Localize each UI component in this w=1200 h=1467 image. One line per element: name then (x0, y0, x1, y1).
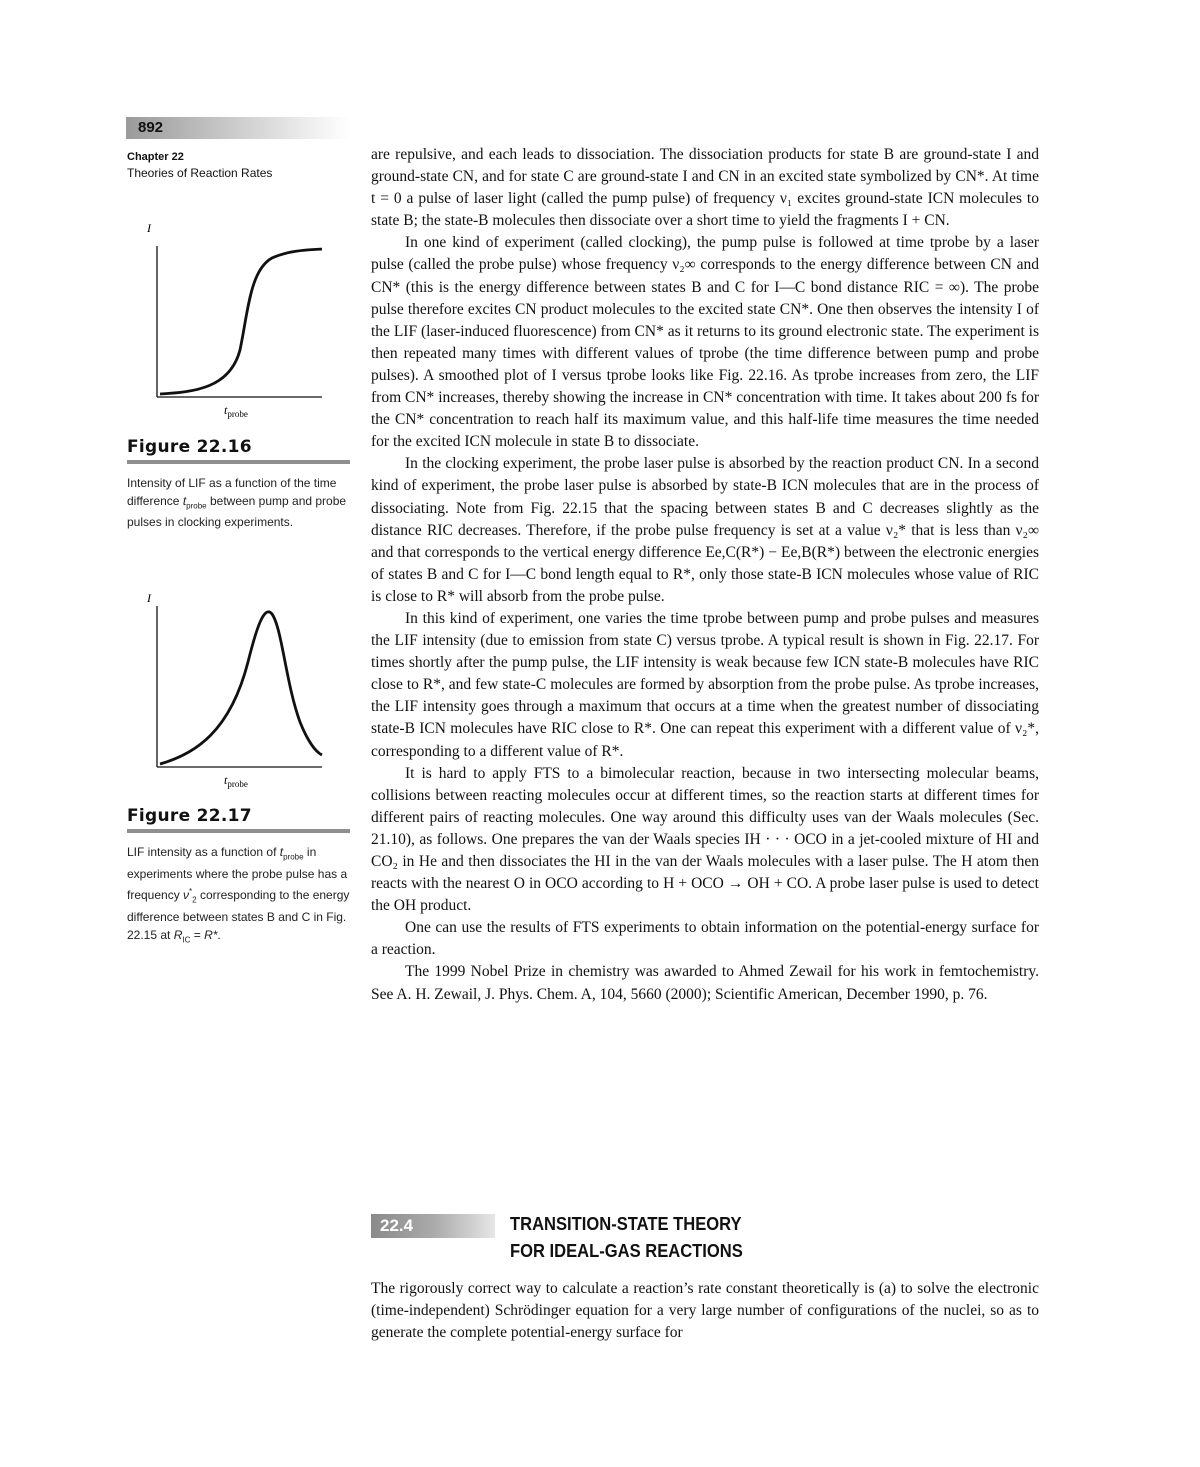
paragraph: The rigorously correct way to calculate a reaction’s rate constant theoretically is (a) to solve the electronic (time-independent) Schrödinger equation for a very large number of configurations of the nuclei, so as to generate the complete potential-energy surface for (371, 1280, 1039, 1342)
chapter-title: Theories of Reaction Rates (127, 166, 273, 180)
chapter-label: Chapter 22 (127, 151, 184, 163)
paragraph: One can use the results of FTS experiments to obtain information on the potential-energy surface for a reaction. (371, 919, 1039, 959)
paragraph: In this kind of experiment, one varies the time tprobe between pump and probe pulses and measures the LIF intensity (due to emission from state C) versus tprobe. A typical result is shown in Fig. 22.17. For times shortly after the pump pulse, the LIF intensity is weak because few ICN state-B molecules have RIC close to R*, and few state-C molecules are formed by absorption from the probe pulse. As tprobe increases, the LIF intensity goes through a maximum that occurs at a time when the greatest number of dissociating state-B ICN molecules have RIC close to R*. One can repeat this experiment with a different value of ν₂*, corresponding to a different value of R*. (371, 609, 1039, 760)
figure-22-16-rule (127, 460, 350, 464)
section-number: 22.4 (380, 1216, 414, 1235)
fig2-x-label: $t_{probe}$ (224, 773, 248, 789)
figure-22-17-plot (140, 592, 340, 792)
figure-22-16-caption: Intensity of LIF as a function of the time difference $t_{probe}$ between pump and probe pulses in clocking experiments. (127, 476, 347, 530)
paragraph: In one kind of experiment (called clocking), the pump pulse is followed at time tprobe by a laser pulse (called the probe pulse) whose frequency ν₂∞ corresponds to the energy difference between CN and CN* (this is the energy difference between states B and C for I—C bond distance RIC = ∞). The probe pulse therefore excites CN product molecules to the excited state CN*. One then observes the intensity I of the LIF (laser-induced fluorescence) from CN* as it returns to its ground electronic state. The experiment is then repeated many times with different values of tprobe (the time difference between pump and probe pulses). A smoothed plot of I versus tprobe looks like Fig. 22.16. As tprobe increases from zero, the LIF from CN* increases, thereby showing the increase in CN* concentration with time. It takes about 200 fs for the CN* concentration to reach half its maximum value, and this half-life time measures the time needed for the excited ICN molecule in state B to dissociate. (371, 234, 1039, 451)
fig2-y-label: I (147, 592, 151, 605)
figure-22-17-title: Figure 22.17 (127, 806, 252, 826)
section-title-line-2: FOR IDEAL-GAS REACTIONS (510, 1241, 743, 1261)
paragraph: The 1999 Nobel Prize in chemistry was awarded to Ahmed Zewail for his work in femtochemistry. See A. H. Zewail, J. Phys. Chem. A, 104, 5660 (2000); Scientific American, December 1990, p. 76. (371, 963, 1039, 1003)
fig2-peak-curve (160, 612, 322, 764)
figure-22-17-rule (127, 829, 350, 833)
figure-22-16-plot (140, 222, 340, 422)
section-title-line-1: TRANSITION-STATE THEORY (510, 1214, 742, 1234)
figure-22-17-caption: LIF intensity as a function of $t_{probe}$ in experiments where the probe pulse has a frequency $\nu^*_2$ corresponding to the energy difference between states B and C in Fig. 22.15 at $R_{IC} = R*$. (127, 845, 350, 945)
paragraph: In the clocking experiment, the probe laser pulse is absorbed by the reaction product CN. In a second kind of experiment, the probe laser pulse is absorbed by state-B ICN molecules that are in the process of dissociating. Note from Fig. 22.15 that the spacing between states B and C decreases slightly as the distance RIC decreases. Therefore, if the probe pulse frequency is set at a value ν₂* that is less than ν₂∞ and that corresponds to the vertical energy difference Ee,C(R*) − Ee,B(R*) between the electronic energies of states B and C for I—C bond length equal to R*, only those state-B ICN molecules whose value of RIC is close to R* will absorb from the probe pulse. (371, 455, 1039, 605)
fig1-y-label: I (147, 222, 151, 235)
page-number: 892 (138, 119, 164, 136)
paragraph: are repulsive, and each leads to dissociation. The dissociation products for state B are ground-state I and ground-state CN, and for state C are ground-state I and CN in an excited state symbolized by CN*. At time t = 0 a pulse of laser light (called the pump pulse) of frequency ν₁ excites ground-state ICN molecules to state B; the state-B molecules then dissociate over a short time to yield the fragments I + CN. (371, 146, 1039, 230)
fig1-x-label: $t_{probe}$ (224, 403, 248, 419)
main-text (371, 144, 1039, 1006)
fig1-sigmoid-curve (160, 249, 322, 394)
section-text (371, 1278, 1039, 1344)
figure-22-16-title: Figure 22.16 (127, 437, 252, 457)
paragraph: It is hard to apply FTS to a bimolecular reaction, because in two intersecting molecular beams, collisions between reacting molecules occur at different times, so the reaction starts at different times for different pairs of reacting molecules. One way around this difficulty uses van der Waals molecules (Sec. 21.10), as follows. One prepares the van der Waals species IH · · · OCO in a jet-cooled mixture of HI and CO₂ in He and then dissociates the HI in the van der Waals molecules with a laser pulse. The H atom then reacts with the nearest O in OCO according to H + OCO → OH + CO. A probe laser pulse is used to detect the OH product. (371, 764, 1039, 915)
